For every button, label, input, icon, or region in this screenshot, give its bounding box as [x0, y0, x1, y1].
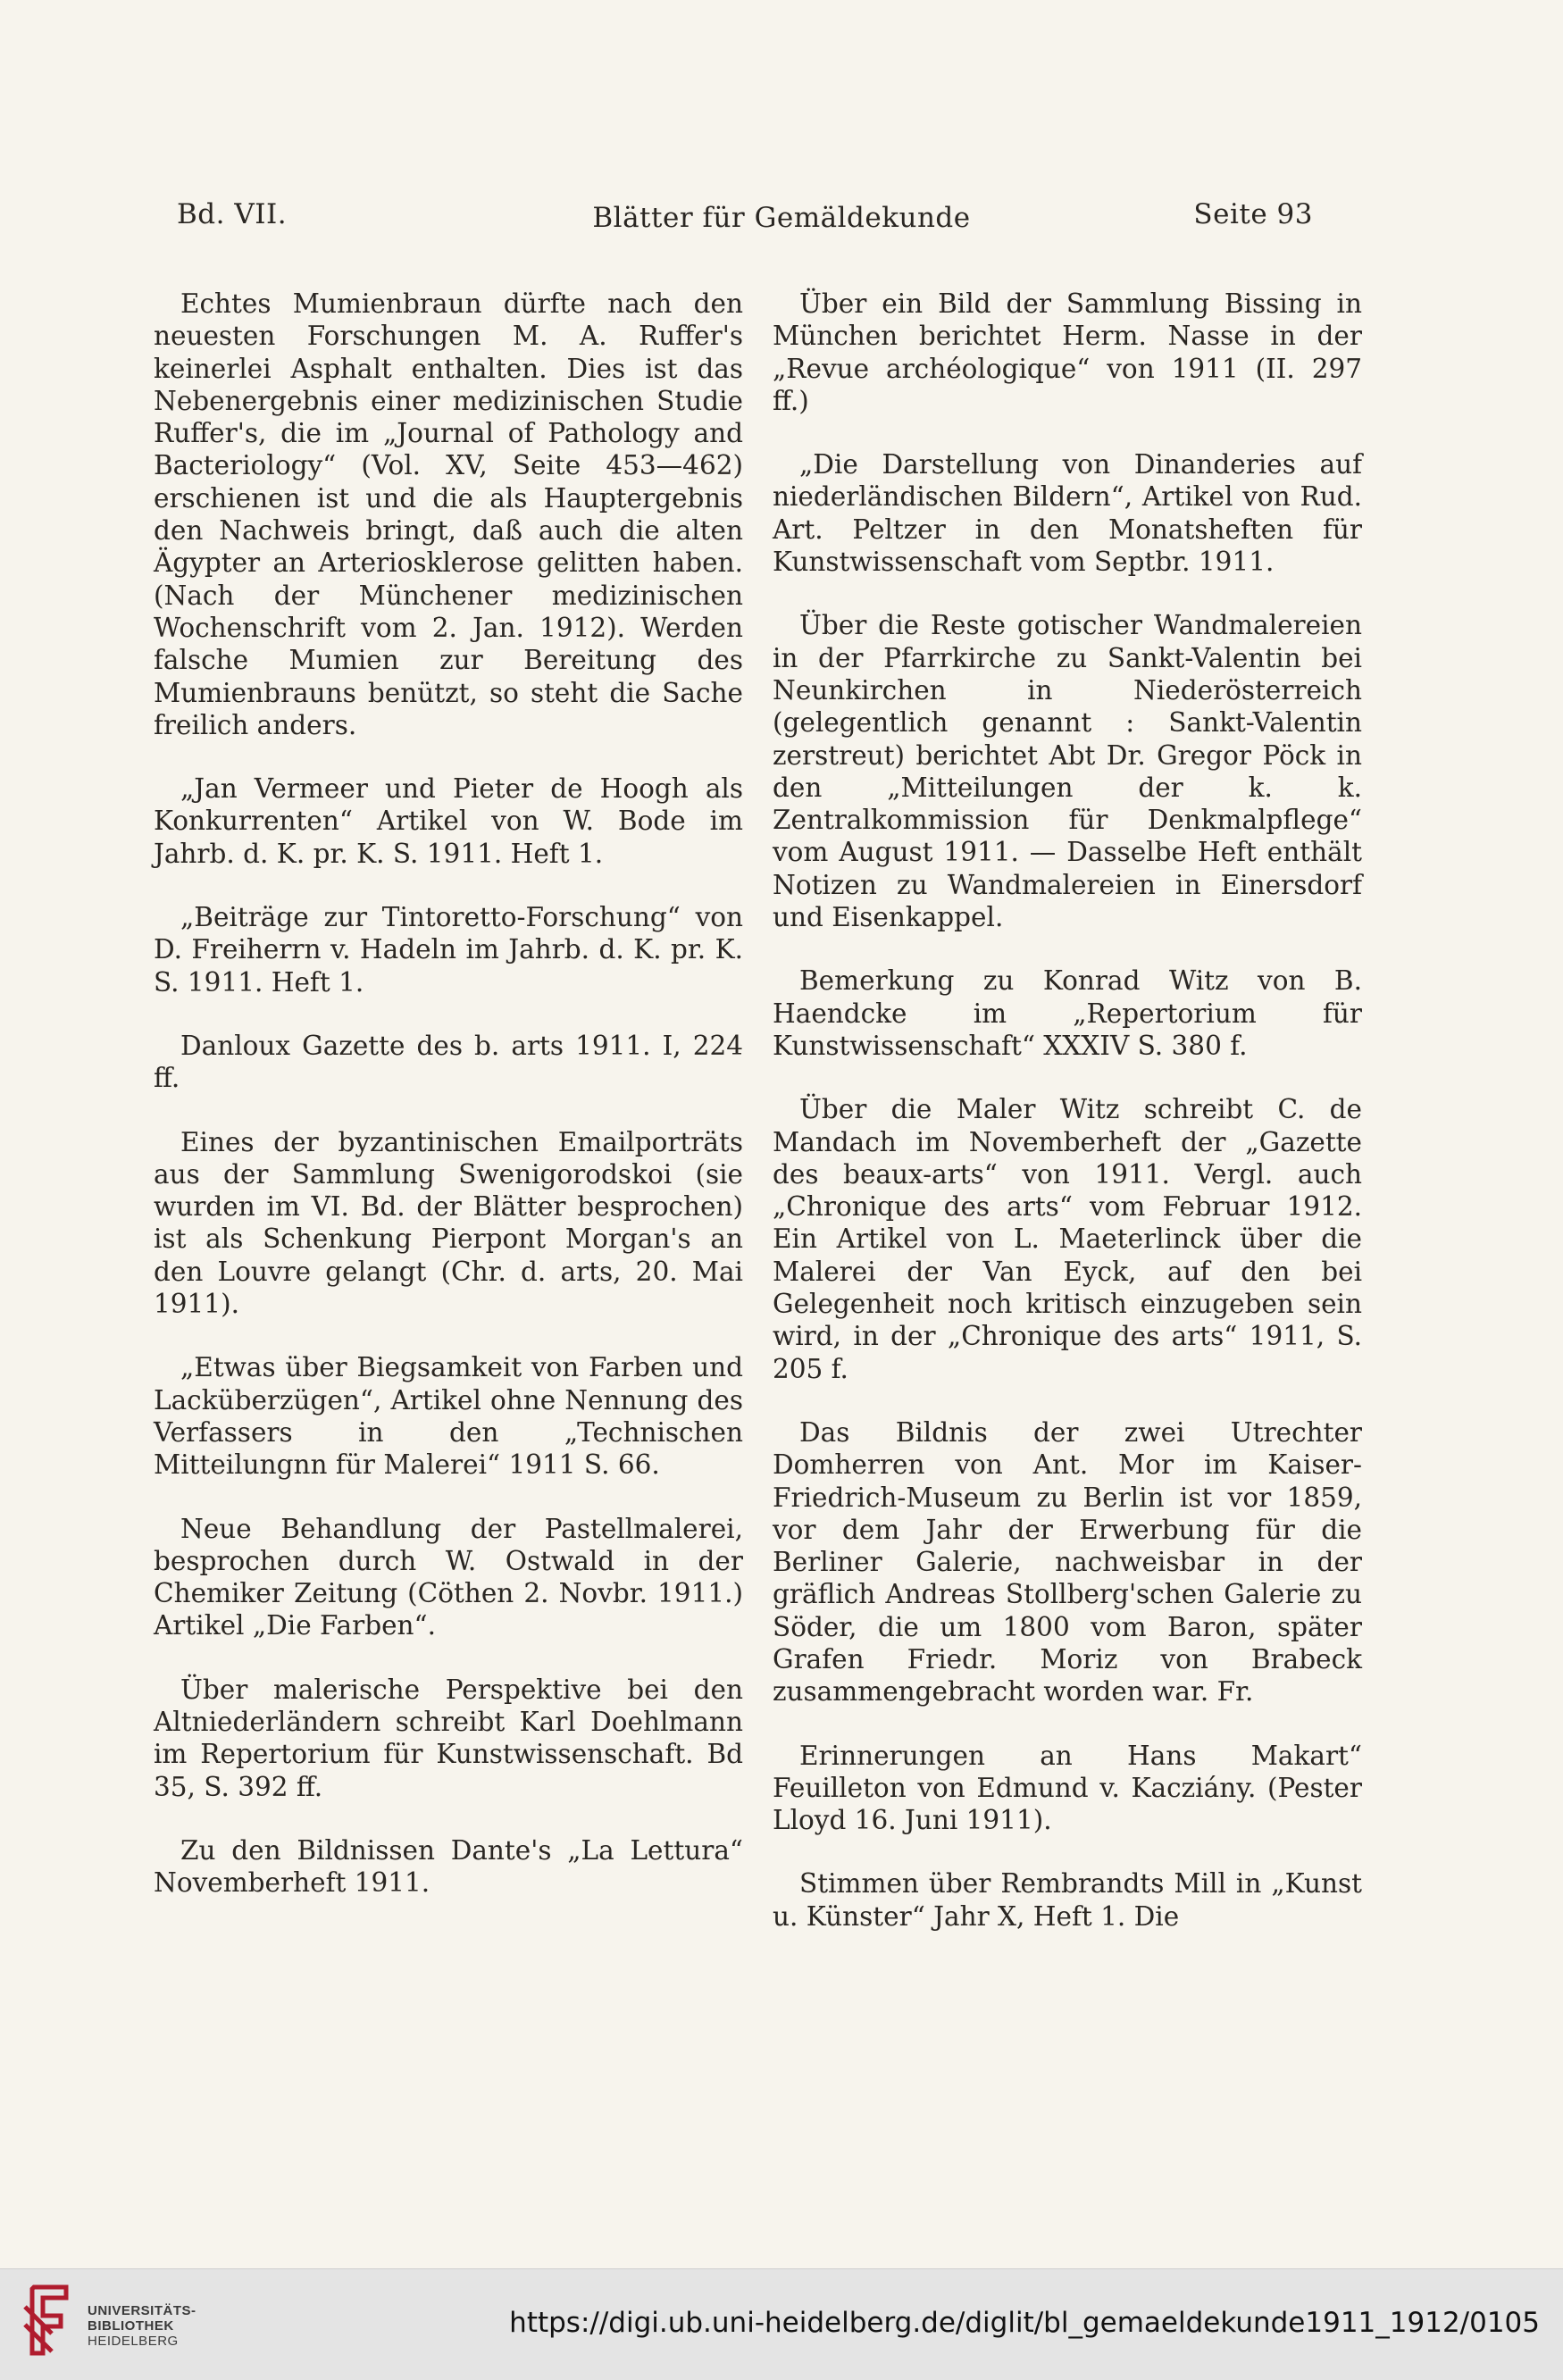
- library-name-line: HEIDELBERG: [88, 2334, 179, 2349]
- paragraph: Das Bildnis der zwei Utrechter Domherren von Ant. Mor im Kaiser-Friedrich-Museum zu Berlin ist vor 1859, vor dem Jahr der Erwerbung für die Berliner Galerie, nachweisbar in der gräflich Andreas Stollberg'schen Galerie zu Söder, die um 1800 vom Baron, später Grafen Friedr. Moriz von Brabeck zusammengebracht worden war. Fr.: [773, 1416, 1362, 1708]
- paragraph: Über ein Bild der Sammlung Bissing in München berichtet Herm. Nasse in der „Revue archéologique“ von 1911 (II. 297 ff.): [773, 288, 1362, 416]
- journal-title: Blätter für Gemäldekunde: [592, 202, 971, 234]
- viewer-footer: [0, 2268, 1563, 2380]
- paragraph: „Beiträge zur Tintoretto-Forschung“ von D. Freiherrn v. Hadeln im Jahrb. d. K. pr. K. S. 1911. Heft 1.: [154, 902, 743, 998]
- paragraph: Erinnerungen an Hans Makart“ Feuilleton von Edmund v. Kacziány. (Pester Lloyd 16. Juni 1911).: [773, 1740, 1362, 1836]
- paragraph: Neue Behandlung der Pastellmalerei, besprochen durch W. Ostwald in der Chemiker Zeitung (Cöthen 2. Novbr. 1911.) Artikel „Die Farben“.: [154, 1513, 743, 1641]
- library-name-line: UNIVERSITÄTS-: [88, 2303, 196, 2318]
- left-column: [154, 288, 743, 1930]
- right-column: [773, 288, 1362, 1964]
- paragraph: Zu den Bildnissen Dante's „La Lettura“ Novemberheft 1911.: [154, 1834, 743, 1899]
- paragraph: Eines der byzantinischen Emailporträts aus der Sammlung Swenigorodskoi (sie wurden im VI. Bd. der Blätter besprochen) ist als Schenkung Pierpont Morgan's an den Louvre gelangt (Chr. d. arts, 20. Mai 1911).: [154, 1126, 743, 1320]
- paragraph: Stimmen über Rembrandts Mill in „Kunst u. Künster“ Jahr X, Heft 1. Die: [773, 1868, 1362, 1932]
- university-library-logo-icon[interactable]: [16, 2280, 79, 2360]
- paragraph: Danloux Gazette des b. arts 1911. I, 224 ff.: [154, 1030, 743, 1094]
- library-name-line: BIBLIOTHEK: [88, 2318, 174, 2334]
- paragraph: Über die Maler Witz schreibt C. de Mandach im Novemberheft der „Gazette des beaux-arts“ von 1911. Vergl. auch „Chronique des arts“ vom Februar 1912. Ein Artikel von L. Maeterlinck über die Malerei der Van Eyck, auf den bei Gelegenheit noch kritisch einzugeben sein wird, in der „Chronique des arts“ 1911, S. 205 f.: [773, 1094, 1362, 1384]
- paragraph: Über malerische Perspektive bei den Altniederländern schreibt Karl Doehlmann im Repertorium für Kunstwissenschaft. Bd 35, S. 392 ff.: [154, 1674, 743, 1802]
- paragraph: Echtes Mumienbraun dürfte nach den neuesten Forschungen M. A. Ruffer's keinerlei Asphalt enthalten. Dies ist das Nebenergebnis einer medizinischen Studie Ruffer's, die im „Journal of Pathology and Bacteriology“ (Vol. XV, Seite 453—462) erschienen ist und die als Hauptergebnis den Nachweis bringt, daß auch die alten Ägypter an Arteriosklerose gelitten haben. (Nach der Münchener medizinischen Wochenschrift vom 2. Jan. 1912). Werden falsche Mumien zur Bereitung des Mumienbrauns benützt, so steht die Sache freilich anders.: [154, 288, 743, 740]
- library-name: [88, 2303, 196, 2349]
- paragraph: Über die Reste gotischer Wandmalereien in der Pfarrkirche zu Sankt-Valentin bei Neunkirchen in Niederösterreich (gelegentlich genannt : Sankt-Valentin zerstreut) berichtet Abt Dr. Gregor Pöck in den „Mitteilungen der k. k. Zentralkommission für Denkmalpflege“ vom August 1911. — Dasselbe Heft enthält Notizen zu Wandmalereien in Einersdorf und Eisenkappel.: [773, 610, 1362, 933]
- volume-label: Bd. VII.: [177, 198, 288, 230]
- paragraph: Bemerkung zu Konrad Witz von B. Haendcke im „Repertorium für Kunstwissenschaft“ XXXIV S. 380 f.: [773, 965, 1362, 1061]
- paragraph: „Etwas über Biegsamkeit von Farben und Lacküberzügen“, Artikel ohne Nennung des Verfassers in den „Technischen Mitteilungnn für Malerei“ 1911 S. 66.: [154, 1352, 743, 1481]
- permalink-url[interactable]: https://digi.ub.uni-heidelberg.de/diglit/bl_gemaeldekunde1911_1912/0105: [509, 2307, 1540, 2339]
- paragraph: „Jan Vermeer und Pieter de Hoogh als Konkurrenten“ Artikel von W. Bode im Jahrb. d. K. pr. K. S. 1911. Heft 1.: [154, 773, 743, 869]
- paragraph: „Die Darstellung von Dinanderies auf niederländischen Bildern“, Artikel von Rud. Art. Peltzer in den Monatsheften für Kunstwissenschaft vom Septbr. 1911.: [773, 449, 1362, 578]
- page-number: Seite 93: [1193, 198, 1313, 230]
